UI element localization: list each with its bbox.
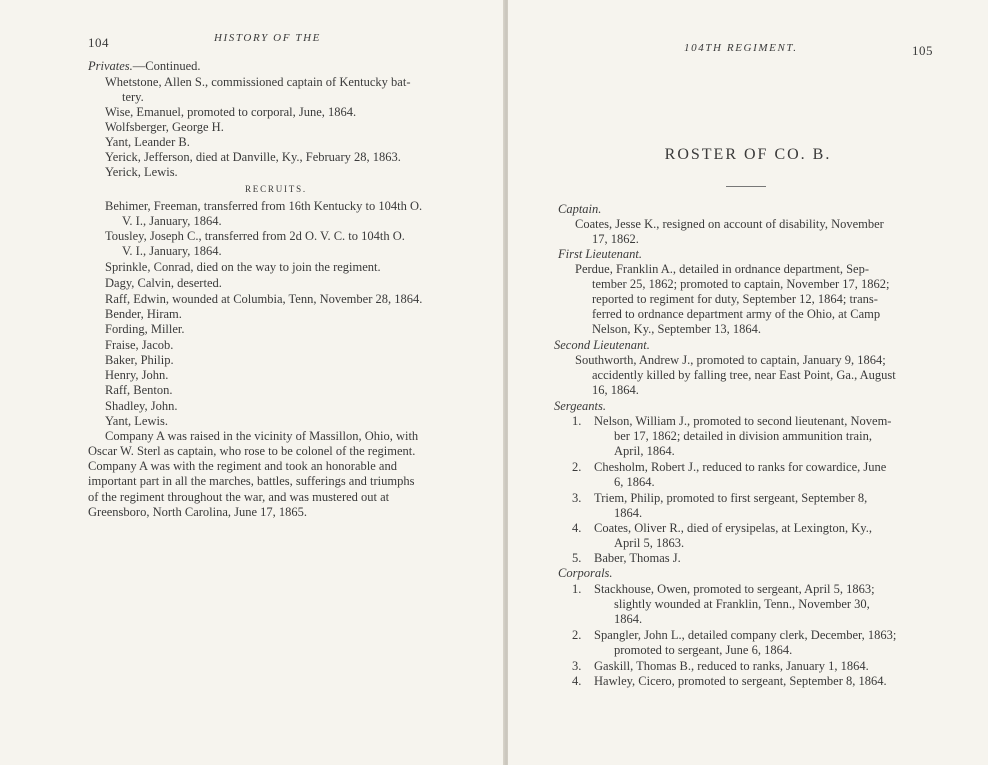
paragraph-line: Oscar W. Sterl as captain, who rose to be colonel of the regiment.: [88, 444, 416, 458]
entry-line: Perdue, Franklin A., detailed in ordnance department, Sep-: [575, 262, 870, 276]
rank-heading: Captain.: [558, 202, 602, 216]
entry-line: Dagy, Calvin, deserted.: [105, 276, 222, 290]
item-text: Stackhouse, Owen, promoted to sergeant, April 5, 1863;: [594, 582, 875, 596]
paragraph-line: Company A was raised in the vicinity of Massillon, Ohio, with: [105, 429, 419, 443]
title-rule: [726, 186, 766, 187]
page-number: 105: [912, 43, 933, 58]
list-item: [572, 460, 886, 475]
entry-line: Baker, Philip.: [105, 353, 174, 367]
entry-line: Shadley, John.: [105, 399, 178, 413]
entry-line: tery.: [122, 90, 144, 104]
page-number: 104: [88, 35, 109, 50]
item-number: 4.: [572, 674, 582, 688]
entry-line: Fraise, Jacob.: [105, 338, 174, 352]
item-number: 1.: [572, 414, 582, 428]
section-heading: [88, 59, 201, 74]
entry-line: Southworth, Andrew J., promoted to captain, January 9, 1864;: [575, 353, 886, 367]
entry-line: Wolfsberger, George H.: [105, 120, 224, 134]
entry-line: April, 1864.: [614, 444, 675, 458]
entry-line: Bender, Hiram.: [105, 307, 182, 321]
item-number: 5.: [572, 551, 582, 565]
rank-heading: First Lieutenant.: [558, 247, 643, 261]
entry-line: Wise, Emanuel, promoted to corporal, June, 1864.: [105, 105, 357, 119]
list-item: [572, 521, 872, 536]
entry-line: reported to regiment for duty, September 12, 1864; trans-: [592, 292, 878, 306]
section-heading-label: Privates.: [88, 59, 133, 73]
entry-line: 1864.: [614, 612, 643, 626]
list-item: [572, 414, 891, 429]
entry-line: 17, 1862.: [592, 232, 639, 246]
entry-line: 6, 1864.: [614, 475, 655, 489]
entry-line: accidently killed by falling tree, near East Point, Ga., August: [592, 368, 896, 382]
item-text: Chesholm, Robert J., reduced to ranks for cowardice, June: [594, 460, 887, 474]
item-text: Baber, Thomas J.: [594, 551, 681, 565]
rank-heading: Sergeants.: [554, 399, 606, 413]
entry-line: Raff, Edwin, wounded at Columbia, Tenn, November 28, 1864.: [105, 292, 423, 306]
list-item: [572, 674, 887, 689]
entry-line: April 5, 1863.: [614, 536, 685, 550]
entry-line: Fording, Miller.: [105, 322, 185, 336]
entry-line: Yerick, Lewis.: [105, 165, 178, 179]
entry-line: V. I., January, 1864.: [122, 244, 222, 258]
item-text: Coates, Oliver R., died of erysipelas, at Lexington, Ky.,: [594, 521, 872, 535]
list-item: [572, 551, 681, 566]
entry-line: Yant, Leander B.: [105, 135, 190, 149]
paragraph-line: important part in all the marches, battles, sufferings and triumphs: [88, 474, 415, 488]
paragraph-line: Greensboro, North Carolina, June 17, 1865.: [88, 505, 308, 519]
entry-line: Raff, Benton.: [105, 383, 173, 397]
rank-heading: Second Lieutenant.: [554, 338, 650, 352]
running-head: 104TH REGIMENT.: [684, 42, 798, 54]
item-text: Gaskill, Thomas B., reduced to ranks, January 1, 1864.: [594, 659, 869, 673]
item-number: 2.: [572, 628, 582, 642]
entry-line: ber 17, 1862; detailed in division ammunition train,: [614, 429, 872, 443]
entry-line: Tousley, Joseph C., transferred from 2d O. V. C. to 104th O.: [105, 229, 405, 243]
recruits-heading: RECRUITS.: [245, 184, 307, 194]
item-number: 1.: [572, 582, 582, 596]
item-number: 2.: [572, 460, 582, 474]
right-page: [508, 0, 988, 765]
paragraph-line: Company A was with the regiment and took an honorable and: [88, 459, 397, 473]
list-item: [572, 659, 869, 674]
item-number: 3.: [572, 659, 582, 673]
entry-line: tember 25, 1862; promoted to captain, November 17, 1862;: [592, 277, 890, 291]
section-heading-suffix: —Continued.: [132, 59, 201, 73]
item-text: Spangler, John L., detailed company clerk, December, 1863;: [594, 628, 897, 642]
item-text: Triem, Philip, promoted to first sergeant, September 8,: [594, 491, 868, 505]
entry-line: promoted to sergeant, June 6, 1864.: [614, 643, 793, 657]
entry-line: slightly wounded at Franklin, Tenn., November 30,: [614, 597, 870, 611]
list-item: [572, 628, 896, 643]
entry-line: Whetstone, Allen S., commissioned captain of Kentucky bat-: [105, 75, 411, 89]
entry-line: Behimer, Freeman, transferred from 16th Kentucky to 104th O.: [105, 199, 423, 213]
rank-heading: Corporals.: [558, 566, 613, 580]
entry-line: 16, 1864.: [592, 383, 639, 397]
list-item: [572, 582, 875, 597]
entry-line: Nelson, Ky., September 13, 1864.: [592, 322, 761, 336]
entry-line: Henry, John.: [105, 368, 169, 382]
list-item: [572, 491, 867, 506]
paragraph-line: of the regiment throughout the war, and was mustered out at: [88, 490, 390, 504]
item-number: 3.: [572, 491, 582, 505]
entry-line: V. I., January, 1864.: [122, 214, 222, 228]
item-text: Nelson, William J., promoted to second lieutenant, Novem-: [594, 414, 892, 428]
entry-line: ferred to ordnance department army of the Ohio, at Camp: [592, 307, 881, 321]
entry-line: Yerick, Jefferson, died at Danville, Ky., February 28, 1863.: [105, 150, 401, 164]
item-text: Hawley, Cicero, promoted to sergeant, September 8, 1864.: [594, 674, 887, 688]
entry-line: Yant, Lewis.: [105, 414, 168, 428]
running-head: HISTORY OF THE: [214, 32, 321, 44]
entry-line: 1864.: [614, 506, 643, 520]
roster-title: ROSTER OF CO. B.: [664, 146, 832, 163]
item-number: 4.: [572, 521, 582, 535]
entry-line: Sprinkle, Conrad, died on the way to join the regiment.: [105, 260, 381, 274]
entry-line: Coates, Jesse K., resigned on account of disability, November: [575, 217, 884, 231]
